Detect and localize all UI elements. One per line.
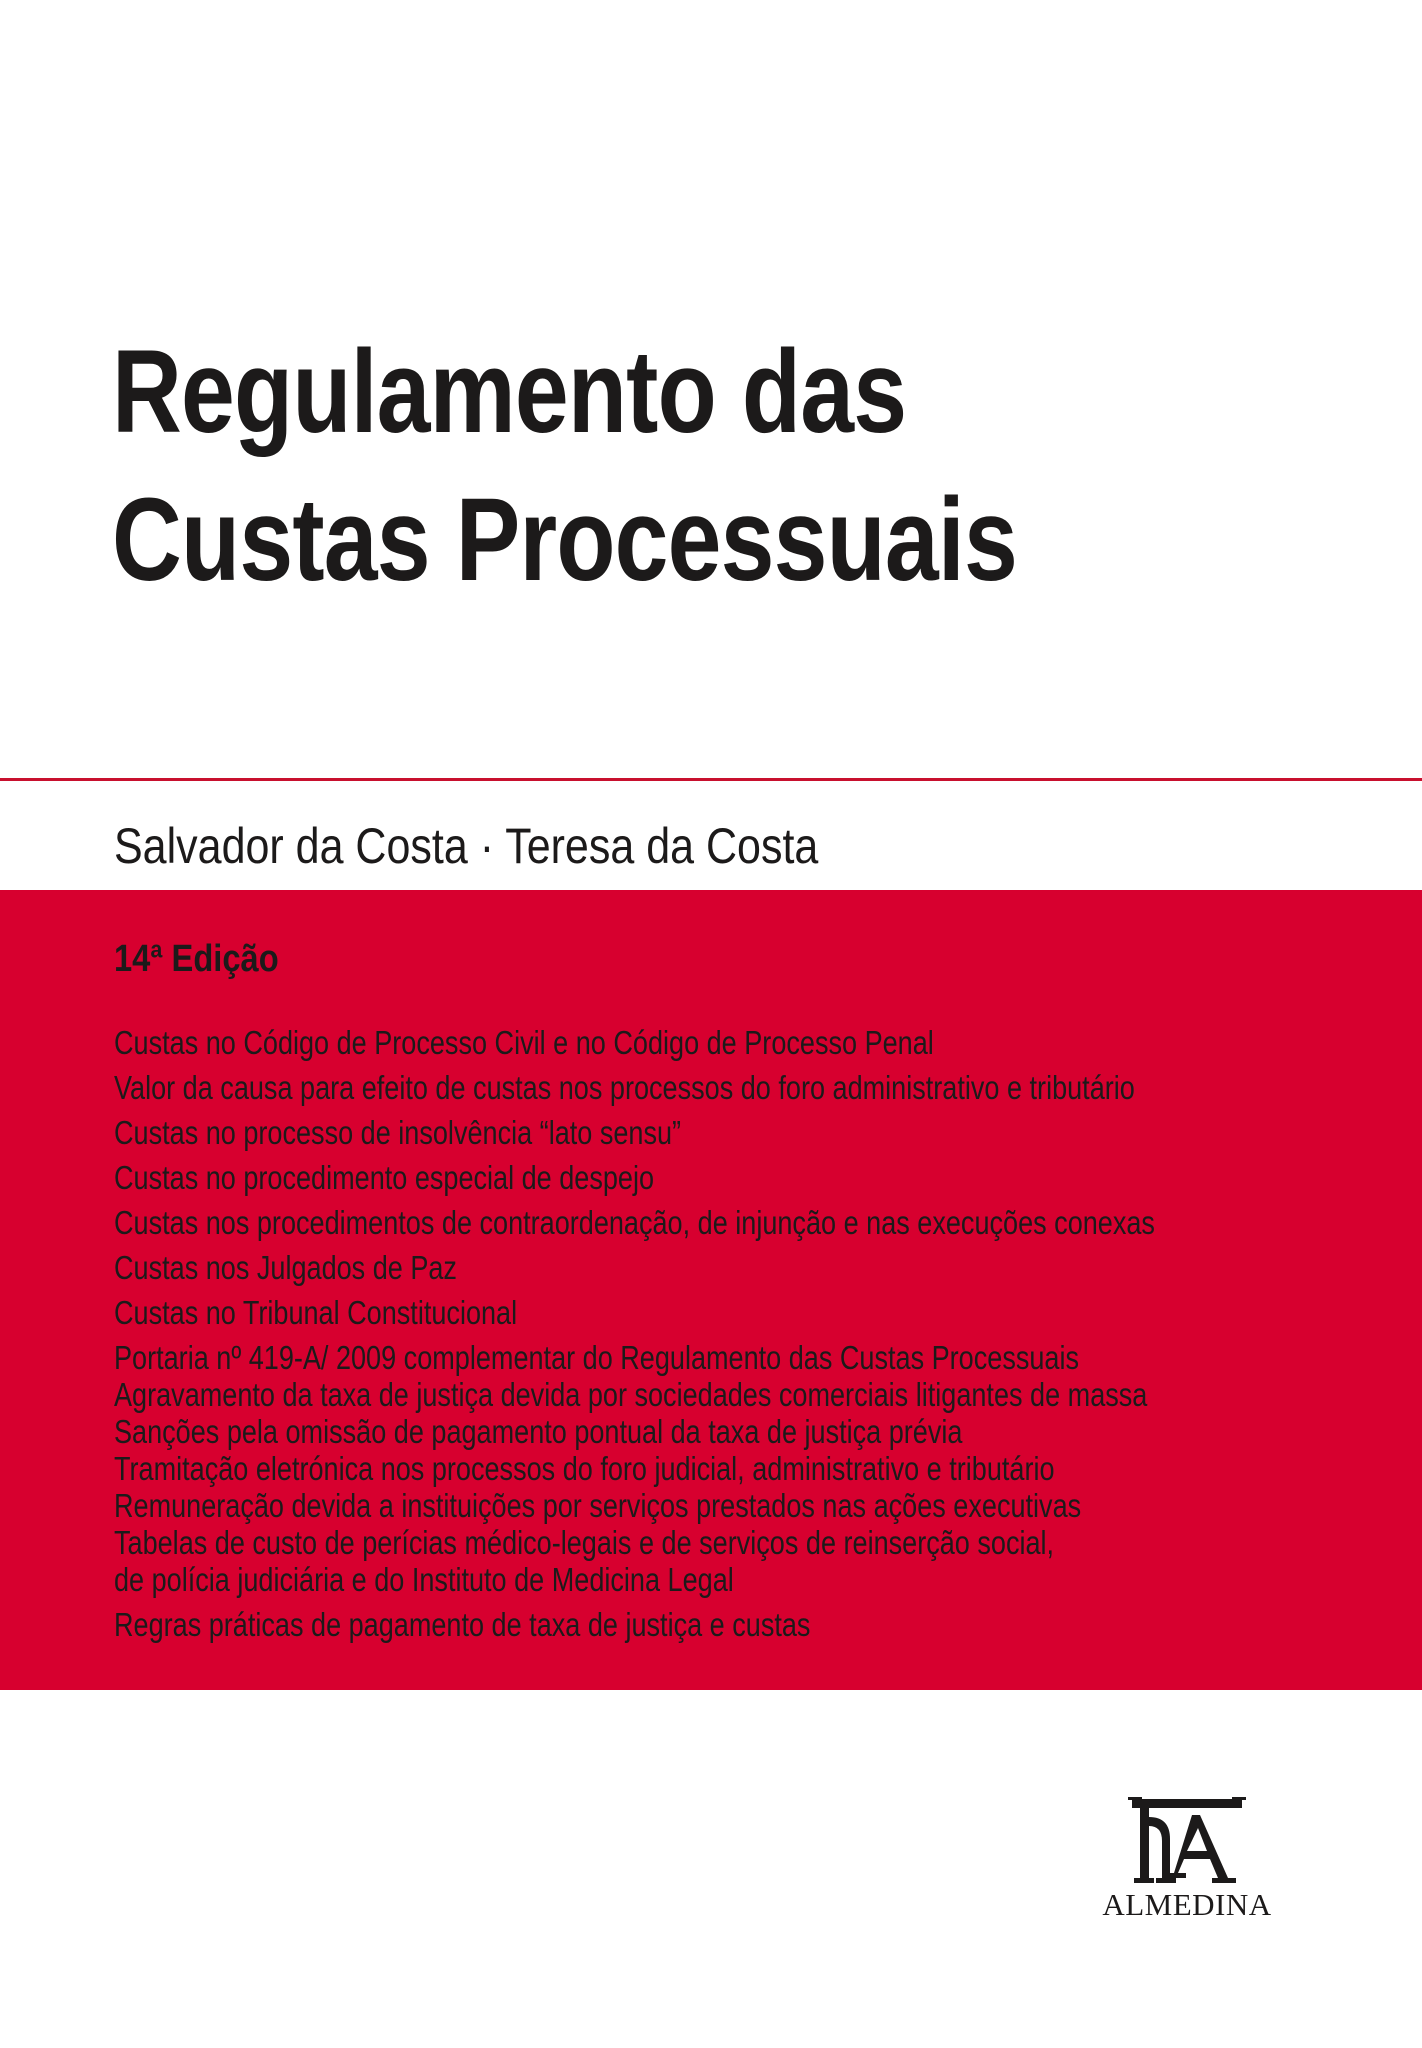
edition-label: 14ª Edição	[114, 938, 279, 980]
topic-item: Valor da causa para efeito de custas nos processos do foro administrativo e tributário	[114, 1069, 1135, 1106]
topic-item: Tabelas de custo de perícias médico-legais e de serviços de reinserção social,	[114, 1524, 1055, 1561]
topic-item: Sanções pela omissão de pagamento pontual da taxa de justiça prévia	[114, 1413, 963, 1450]
topic-item: de polícia judiciária e do Instituto de Medicina Legal	[114, 1561, 734, 1598]
title-line-2: Custas Processuais	[112, 474, 1017, 606]
topic-item: Remuneração devida a instituições por serviços prestados nas ações executivas	[114, 1487, 1082, 1524]
publisher-logo	[1082, 1795, 1292, 1935]
almedina-logo-icon	[1126, 1795, 1248, 1891]
title-divider	[0, 778, 1422, 781]
topic-item: Custas no procedimento especial de despejo	[114, 1159, 655, 1196]
topic-item: Custas nos procedimentos de contraordenação, de injunção e nas execuções conexas	[114, 1204, 1155, 1241]
authors: Salvador da Costa · Teresa da Costa	[114, 818, 819, 874]
title-line-1: Regulamento das	[112, 326, 907, 458]
publisher-name: ALMEDINA	[1102, 1887, 1272, 1922]
topic-item: Custas no processo de insolvência “lato sensu”	[114, 1114, 682, 1151]
topic-item: Custas no Código de Processo Civil e no Código de Processo Penal	[114, 1024, 934, 1061]
topic-item: Tramitação eletrónica nos processos do foro judicial, administrativo e tributário	[114, 1450, 1055, 1487]
topic-item: Custas nos Julgados de Paz	[114, 1249, 457, 1286]
topic-item: Agravamento da taxa de justiça devida por sociedades comerciais litigantes de massa	[114, 1376, 1148, 1413]
book-title	[112, 318, 1017, 614]
topic-item: Regras práticas de pagamento de taxa de justiça e custas	[114, 1606, 811, 1643]
topics-list	[114, 1024, 1155, 1643]
topic-item: Custas no Tribunal Constitucional	[114, 1294, 518, 1331]
topic-item: Portaria nº 419-A/ 2009 complementar do Regulamento das Custas Processuais	[114, 1339, 1080, 1376]
